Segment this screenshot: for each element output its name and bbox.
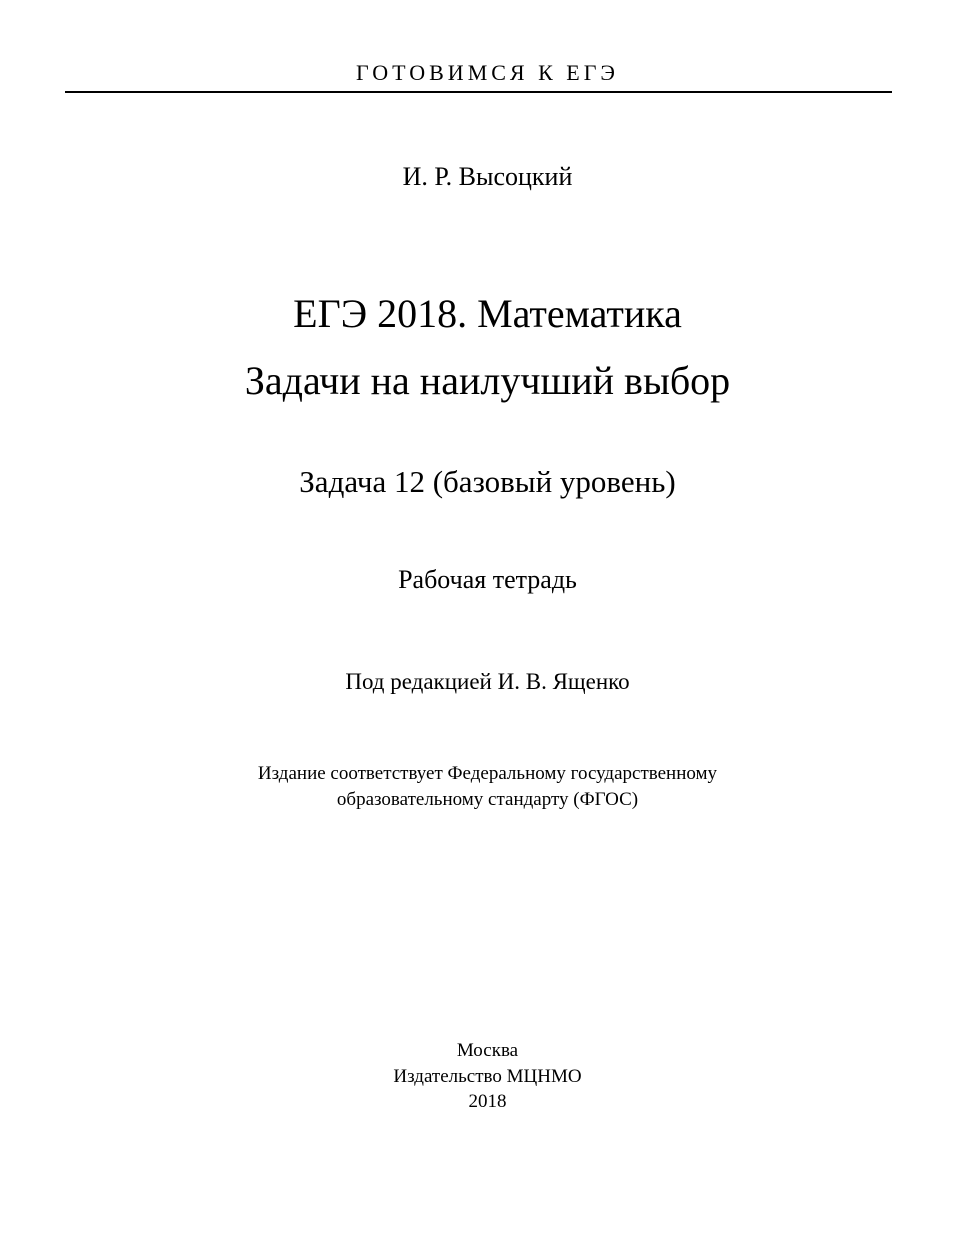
book-type: Рабочая тетрадь [398,565,577,594]
book-title-line-1: ЕГЭ 2018. Математика [293,291,682,336]
standard-note-line-1: Издание соответствует Федеральному государственному [257,763,718,784]
series-title: ГОТОВИМСЯ К ЕГЭ [356,60,619,85]
task-subtitle: Задача 12 (базовый уровень) [299,464,676,499]
imprint-year: 2018 [468,1091,507,1112]
imprint-publisher: Издательство МЦНМО [393,1066,582,1087]
header-rule [65,91,892,93]
editor-credit: Под редакцией И. В. Ященко [345,669,630,694]
book-title-line-2: Задачи на наилучший выбор [244,358,731,403]
author-name: И. Р. Высоцкий [402,162,573,191]
standard-note-line-2: образовательному стандарту (ФГОС) [336,789,639,810]
imprint-city: Москва [456,1040,519,1061]
